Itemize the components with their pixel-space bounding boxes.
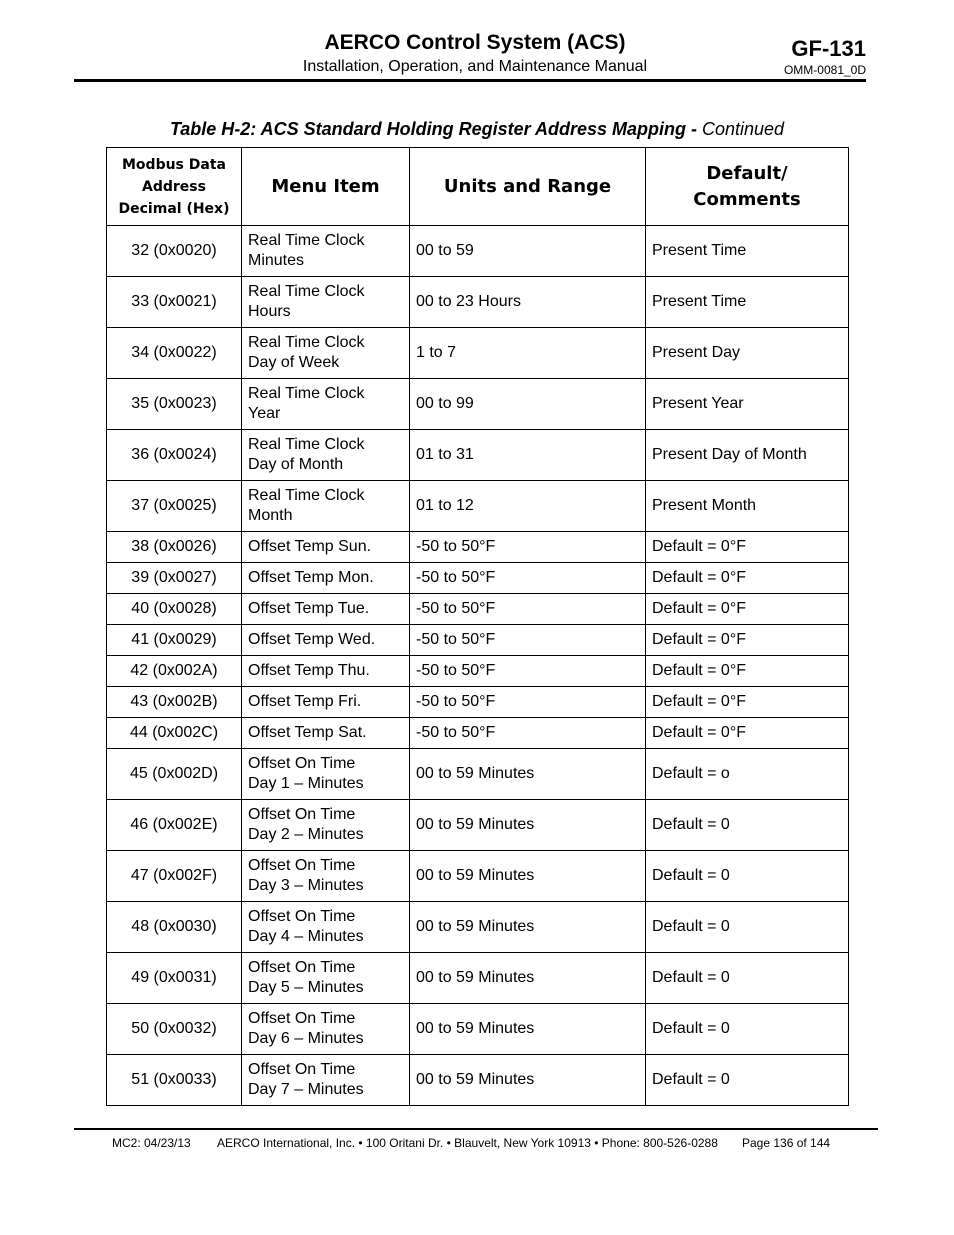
table-row (107, 1055, 849, 1106)
cell-address: 32 (0x0020) (107, 226, 242, 277)
menu-item-line: Offset Temp Sat. (248, 724, 367, 741)
cell-address: 50 (0x0032) (107, 1004, 242, 1055)
menu-item-line: Day 7 – Minutes (248, 1081, 364, 1098)
cell-units-range: 00 to 23 Hours (410, 277, 646, 328)
menu-item-line: Day 4 – Minutes (248, 928, 364, 945)
menu-item-line: Offset Temp Fri. (248, 693, 362, 710)
table-row (107, 594, 849, 625)
cell-address: 44 (0x002C) (107, 718, 242, 749)
cell-units-range: 01 to 12 (410, 481, 646, 532)
header-address-line: Address (142, 178, 206, 195)
cell-units-range: -50 to 50°F (410, 563, 646, 594)
cell-units-range: -50 to 50°F (410, 532, 646, 563)
cell-comments: Present Month (646, 481, 849, 532)
table-row (107, 687, 849, 718)
cell-units-range: -50 to 50°F (410, 687, 646, 718)
menu-item-line: Offset On Time (248, 806, 356, 823)
cell-address: 41 (0x0029) (107, 625, 242, 656)
cell-menu-item (242, 563, 410, 594)
menu-item-line: Day 1 – Minutes (248, 775, 364, 792)
cell-address: 37 (0x0025) (107, 481, 242, 532)
table-row (107, 379, 849, 430)
cell-comments: Present Year (646, 379, 849, 430)
table-row (107, 532, 849, 563)
table-row (107, 800, 849, 851)
header-address-line: Modbus Data (122, 156, 226, 173)
cell-menu-item (242, 902, 410, 953)
cell-address: 51 (0x0033) (107, 1055, 242, 1106)
cell-comments: Default = 0°F (646, 594, 849, 625)
cell-units-range: -50 to 50°F (410, 625, 646, 656)
cell-comments: Present Time (646, 277, 849, 328)
cell-comments: Default = o (646, 749, 849, 800)
header-divider (74, 79, 866, 82)
table-row (107, 481, 849, 532)
cell-address: 45 (0x002D) (107, 749, 242, 800)
cell-menu-item (242, 625, 410, 656)
table-row (107, 902, 849, 953)
menu-item-line: Year (248, 405, 281, 422)
cell-address: 46 (0x002E) (107, 800, 242, 851)
cell-comments: Present Time (646, 226, 849, 277)
cell-comments: Default = 0°F (646, 687, 849, 718)
cell-menu-item (242, 656, 410, 687)
header-comments (646, 148, 849, 226)
cell-units-range: 00 to 59 Minutes (410, 749, 646, 800)
cell-comments: Default = 0°F (646, 718, 849, 749)
menu-item-line: Real Time Clock (248, 487, 365, 504)
table-row (107, 328, 849, 379)
cell-units-range: 00 to 59 Minutes (410, 851, 646, 902)
menu-item-line: Day of Week (248, 354, 340, 371)
document-title: AERCO Control System (ACS) (324, 31, 626, 54)
cell-address: 40 (0x0028) (107, 594, 242, 625)
table-row (107, 430, 849, 481)
table-row (107, 656, 849, 687)
header-comments-line: Comments (693, 188, 801, 210)
cell-comments: Default = 0 (646, 953, 849, 1004)
cell-menu-item (242, 749, 410, 800)
table-row (107, 953, 849, 1004)
menu-item-line: Offset Temp Thu. (248, 662, 370, 679)
cell-address: 36 (0x0024) (107, 430, 242, 481)
cell-units-range: 00 to 59 Minutes (410, 902, 646, 953)
menu-item-line: Day 6 – Minutes (248, 1030, 364, 1047)
cell-address: 43 (0x002B) (107, 687, 242, 718)
menu-item-line: Real Time Clock (248, 385, 365, 402)
menu-item-line: Day of Month (248, 456, 344, 473)
register-mapping-table (106, 147, 849, 1106)
table-caption-label: Table H-2: ACS Standard Holding Register Address Mapping - (169, 119, 702, 139)
cell-address: 47 (0x002F) (107, 851, 242, 902)
table-row (107, 625, 849, 656)
document-number: GF-131 (791, 36, 866, 61)
table-row (107, 277, 849, 328)
cell-menu-item (242, 594, 410, 625)
table-row (107, 851, 849, 902)
footer-revision: MC2: 04/23/13 (112, 1136, 191, 1150)
cell-units-range: 00 to 59 (410, 226, 646, 277)
menu-item-line: Offset On Time (248, 959, 356, 976)
menu-item-line: Day 5 – Minutes (248, 979, 364, 996)
cell-menu-item (242, 277, 410, 328)
cell-comments: Present Day (646, 328, 849, 379)
table-row (107, 1004, 849, 1055)
header-address-line: Decimal (Hex) (118, 200, 230, 217)
cell-address: 33 (0x0021) (107, 277, 242, 328)
cell-address: 39 (0x0027) (107, 563, 242, 594)
cell-menu-item (242, 800, 410, 851)
table-row (107, 718, 849, 749)
table-row (107, 749, 849, 800)
cell-units-range: 00 to 59 Minutes (410, 953, 646, 1004)
cell-address: 42 (0x002A) (107, 656, 242, 687)
cell-units-range: -50 to 50°F (410, 718, 646, 749)
menu-item-line: Real Time Clock (248, 436, 365, 453)
cell-comments: Default = 0 (646, 1004, 849, 1055)
cell-menu-item (242, 328, 410, 379)
header-menu-item: Menu Item (242, 148, 410, 226)
menu-item-line: Offset On Time (248, 1010, 356, 1027)
table-caption-suffix: Continued (701, 119, 785, 139)
menu-item-line: Minutes (248, 252, 305, 269)
cell-units-range: 01 to 31 (410, 430, 646, 481)
document-code: OMM-0081_0D (783, 63, 866, 77)
cell-units-range: -50 to 50°F (410, 594, 646, 625)
cell-menu-item (242, 430, 410, 481)
footer-divider (74, 1128, 878, 1130)
cell-menu-item (242, 953, 410, 1004)
table-caption (106, 119, 848, 140)
menu-item-line: Offset Temp Sun. (248, 538, 372, 555)
cell-comments: Present Day of Month (646, 430, 849, 481)
cell-comments: Default = 0 (646, 902, 849, 953)
cell-comments: Default = 0 (646, 1055, 849, 1106)
cell-menu-item (242, 379, 410, 430)
cell-comments: Default = 0 (646, 800, 849, 851)
cell-units-range: -50 to 50°F (410, 656, 646, 687)
cell-menu-item (242, 1004, 410, 1055)
table-row (107, 563, 849, 594)
cell-address: 48 (0x0030) (107, 902, 242, 953)
cell-menu-item (242, 481, 410, 532)
cell-address: 49 (0x0031) (107, 953, 242, 1004)
cell-comments: Default = 0 (646, 851, 849, 902)
footer-page-number: Page 136 of 144 (742, 1136, 831, 1150)
cell-comments: Default = 0°F (646, 656, 849, 687)
menu-item-line: Hours (248, 303, 291, 320)
cell-address: 35 (0x0023) (107, 379, 242, 430)
document-subtitle: Installation, Operation, and Maintenance Manual (302, 58, 648, 75)
header-address (107, 148, 242, 226)
header-comments-line: Default/ (706, 162, 788, 184)
cell-comments: Default = 0°F (646, 625, 849, 656)
header-units-range: Units and Range (410, 148, 646, 226)
menu-item-line: Offset Temp Wed. (248, 631, 376, 648)
cell-menu-item (242, 687, 410, 718)
cell-menu-item (242, 1055, 410, 1106)
menu-item-line: Day 3 – Minutes (248, 877, 364, 894)
menu-item-line: Offset On Time (248, 755, 356, 772)
cell-menu-item (242, 226, 410, 277)
menu-item-line: Month (248, 507, 293, 524)
cell-comments: Default = 0°F (646, 563, 849, 594)
cell-units-range: 00 to 99 (410, 379, 646, 430)
footer-company: AERCO International, Inc. • 100 Oritani Dr. • Blauvelt, New York 10913 • Phone: 800-526-0288 (217, 1136, 718, 1150)
cell-comments: Default = 0°F (646, 532, 849, 563)
menu-item-line: Real Time Clock (248, 232, 365, 249)
cell-units-range: 00 to 59 Minutes (410, 1055, 646, 1106)
table-row (107, 226, 849, 277)
cell-menu-item (242, 532, 410, 563)
menu-item-line: Real Time Clock (248, 283, 365, 300)
page-header (74, 28, 866, 78)
menu-item-line: Day 2 – Minutes (248, 826, 364, 843)
cell-address: 34 (0x0022) (107, 328, 242, 379)
cell-units-range: 1 to 7 (410, 328, 646, 379)
menu-item-line: Offset On Time (248, 908, 356, 925)
menu-item-line: Offset Temp Mon. (248, 569, 374, 586)
cell-units-range: 00 to 59 Minutes (410, 800, 646, 851)
menu-item-line: Offset Temp Tue. (248, 600, 370, 617)
cell-menu-item (242, 851, 410, 902)
table-body (107, 226, 849, 1106)
menu-item-line: Offset On Time (248, 857, 356, 874)
table-header-row (107, 148, 849, 226)
menu-item-line: Real Time Clock (248, 334, 365, 351)
menu-item-line: Offset On Time (248, 1061, 356, 1078)
cell-units-range: 00 to 59 Minutes (410, 1004, 646, 1055)
cell-address: 38 (0x0026) (107, 532, 242, 563)
cell-menu-item (242, 718, 410, 749)
